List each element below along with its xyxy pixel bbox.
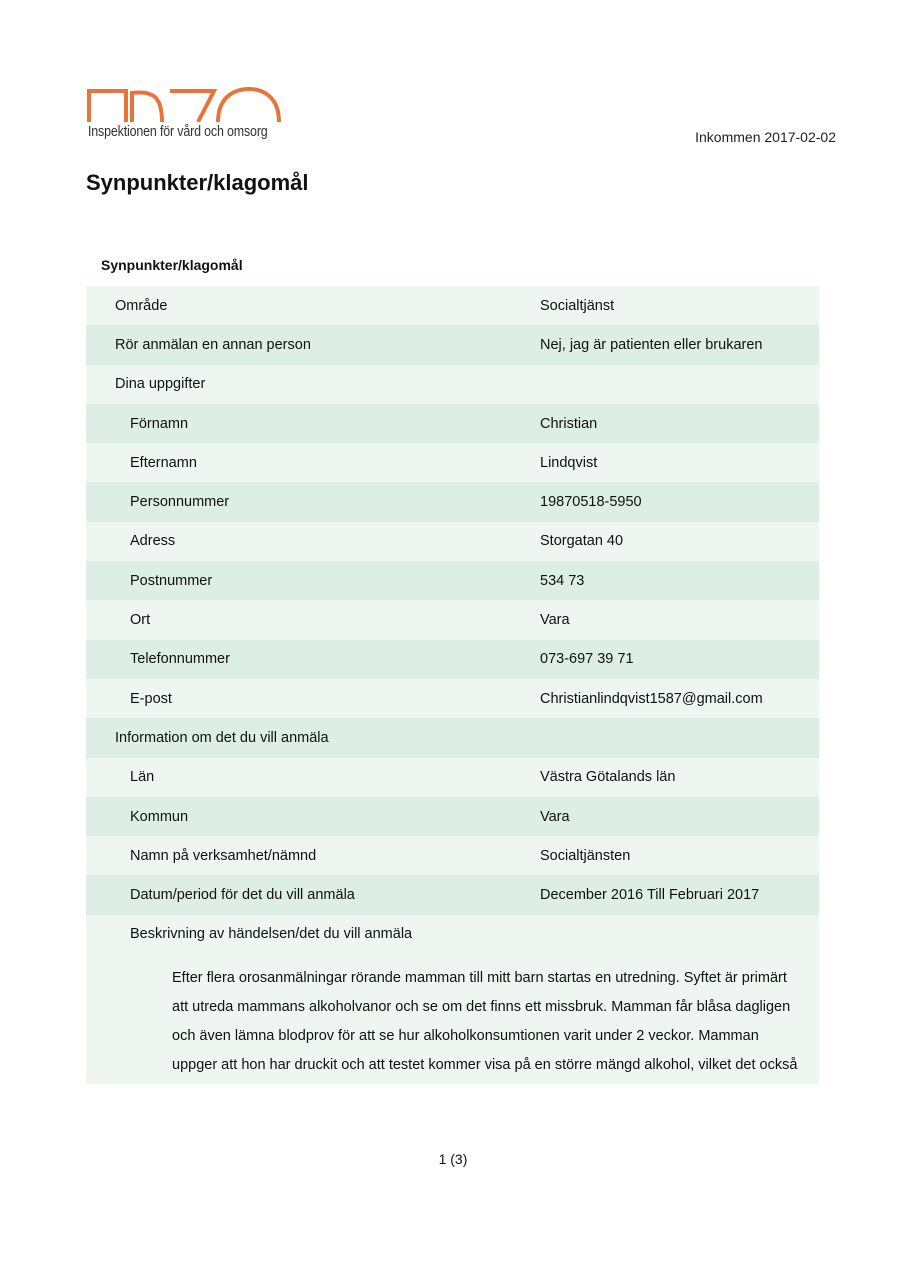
form-row [86, 758, 819, 797]
form-group-header [86, 365, 819, 404]
form-row [86, 443, 819, 482]
description-block [86, 915, 819, 1084]
row-value: 19870518-5950 [540, 494, 642, 511]
row-value: Vara [540, 808, 570, 825]
form-row [86, 404, 819, 443]
row-label: Ort [130, 612, 151, 629]
row-value: Lindqvist [540, 454, 598, 471]
row-value: Socialtjänsten [540, 847, 631, 864]
form-row [86, 836, 819, 875]
form-row [86, 522, 819, 561]
form-table [86, 286, 819, 1084]
received-date: Inkommen 2017-02-02 [695, 129, 836, 145]
row-label: E-post [130, 690, 172, 707]
form-row [86, 325, 819, 364]
form-row [86, 797, 819, 836]
row-value: December 2016 Till Februari 2017 [540, 887, 760, 904]
form-row [86, 640, 819, 679]
row-label: Postnummer [130, 572, 213, 589]
row-label: Namn på verksamhet/nämnd [130, 847, 317, 864]
group-label: Information om det du vill anmäla [115, 729, 329, 746]
row-label: Område [115, 297, 168, 314]
row-label: Telefonnummer [130, 651, 230, 668]
row-label: Personnummer [130, 494, 230, 511]
row-value: Storgatan 40 [540, 533, 624, 550]
page-title: Synpunkter/klagomål [86, 170, 309, 195]
description-text: Efter flera orosanmälningar rörande mamman till mitt barn startas en utredning. Syftet är primärt att utreda mammans alkoholvanor och se om det finns ett missbruk. Mamman får blåsa dagligen och även lämna blodprov för att se hur alkoholkonsumtionen varit under 2 veckor. Mamman uppger att hon har druckit och att testet kommer visa på en större mängd alkohol, vilket det också [172, 969, 798, 1073]
row-value: Vara [540, 612, 570, 629]
page-number: 1 (3) [438, 1151, 468, 1167]
description-label: Beskrivning av händelsen/det du vill anmäla [130, 926, 413, 943]
form-row [86, 482, 819, 521]
form-row [86, 286, 819, 325]
row-value: Christian [540, 415, 598, 432]
row-label: Datum/period för det du vill anmäla [130, 887, 355, 904]
ivo-logo-mark [86, 86, 282, 122]
row-value: Västra Götalands län [540, 769, 676, 786]
logo-text: Inspektionen för vård och omsorg [88, 124, 268, 140]
row-label: Kommun [130, 808, 189, 825]
form-row [86, 561, 819, 600]
group-label: Dina uppgifter [115, 376, 206, 393]
ivo-logo [86, 86, 286, 148]
form-row [86, 875, 819, 914]
row-value: Nej, jag är patienten eller brukaren [540, 336, 763, 353]
row-value: Christianlindqvist1587@gmail.com [540, 690, 763, 707]
row-label: Adress [130, 533, 176, 550]
row-label: Län [130, 769, 155, 786]
row-label: Förnamn [130, 415, 189, 432]
row-value: 073-697 39 71 [540, 651, 634, 668]
row-value: Socialtjänst [540, 297, 615, 314]
form-group-header [86, 718, 819, 757]
row-label: Rör anmälan en annan person [115, 336, 311, 353]
row-label: Efternamn [130, 454, 197, 471]
form-row [86, 679, 819, 718]
row-value: 534 73 [540, 572, 585, 589]
section-title: Synpunkter/klagomål [101, 257, 243, 273]
form-row [86, 600, 819, 639]
